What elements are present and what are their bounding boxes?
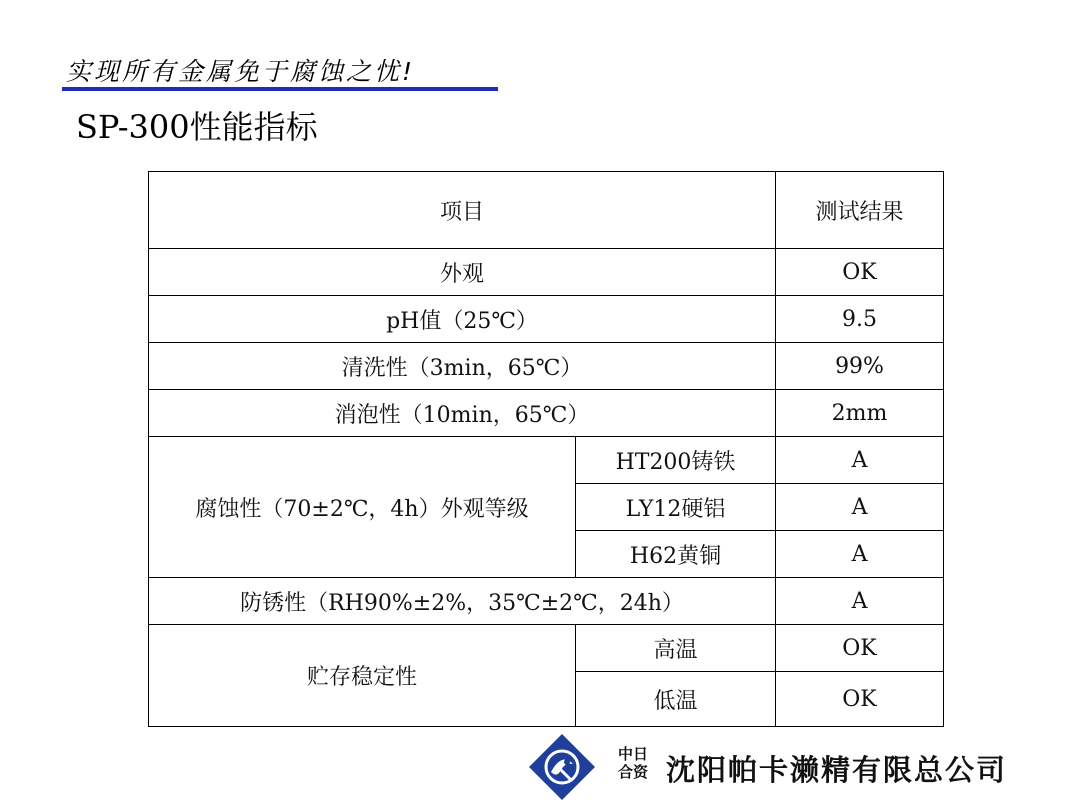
storage-condition: 高温 [576,625,776,672]
corrosion-result: A [776,437,944,484]
item-defoaming: 消泡性（10min，65℃） [149,390,776,437]
table-row [149,296,944,343]
storage-result: OK [776,672,944,727]
item-rust: 防锈性（RH90%±2%，35℃±2℃，24h） [149,578,776,625]
performance-table [148,171,944,727]
table-row [149,249,944,296]
table-row [149,625,944,672]
result-rust: A [776,578,944,625]
corrosion-material: H62黄铜 [576,531,776,578]
result-ph: 9.5 [776,296,944,343]
table-row [149,437,944,484]
item-corrosion: 腐蚀性（70±2℃，4h）外观等级 [149,437,576,578]
corrosion-material: LY12硬铝 [576,484,776,531]
result-cleaning: 99% [776,343,944,390]
item-appearance: 外观 [149,249,776,296]
result-defoaming: 2mm [776,390,944,437]
corrosion-result: A [776,484,944,531]
header-item: 项目 [149,172,776,249]
slogan: 实现所有金属免于腐蚀之忧! [66,57,416,86]
item-ph: pH值（25℃） [149,296,776,343]
table-row [149,578,944,625]
table-row [149,343,944,390]
corrosion-material: HT200铸铁 [576,437,776,484]
table-row [149,390,944,437]
joint-venture-label: 中日合资 [617,745,648,781]
result-appearance: OK [776,249,944,296]
corrosion-result: A [776,531,944,578]
storage-result: OK [776,625,944,672]
item-storage: 贮存稳定性 [149,625,576,727]
company-logo-icon [527,732,597,802]
table-header-row [149,172,944,249]
header-result: 测试结果 [776,172,944,249]
storage-condition: 低温 [576,672,776,727]
company-name: 沈阳帕卡濑精有限总公司 [666,753,1008,787]
item-cleaning: 清洗性（3min，65℃） [149,343,776,390]
page-title: SP-300性能指标 [76,108,318,146]
slogan-underline [62,87,498,91]
